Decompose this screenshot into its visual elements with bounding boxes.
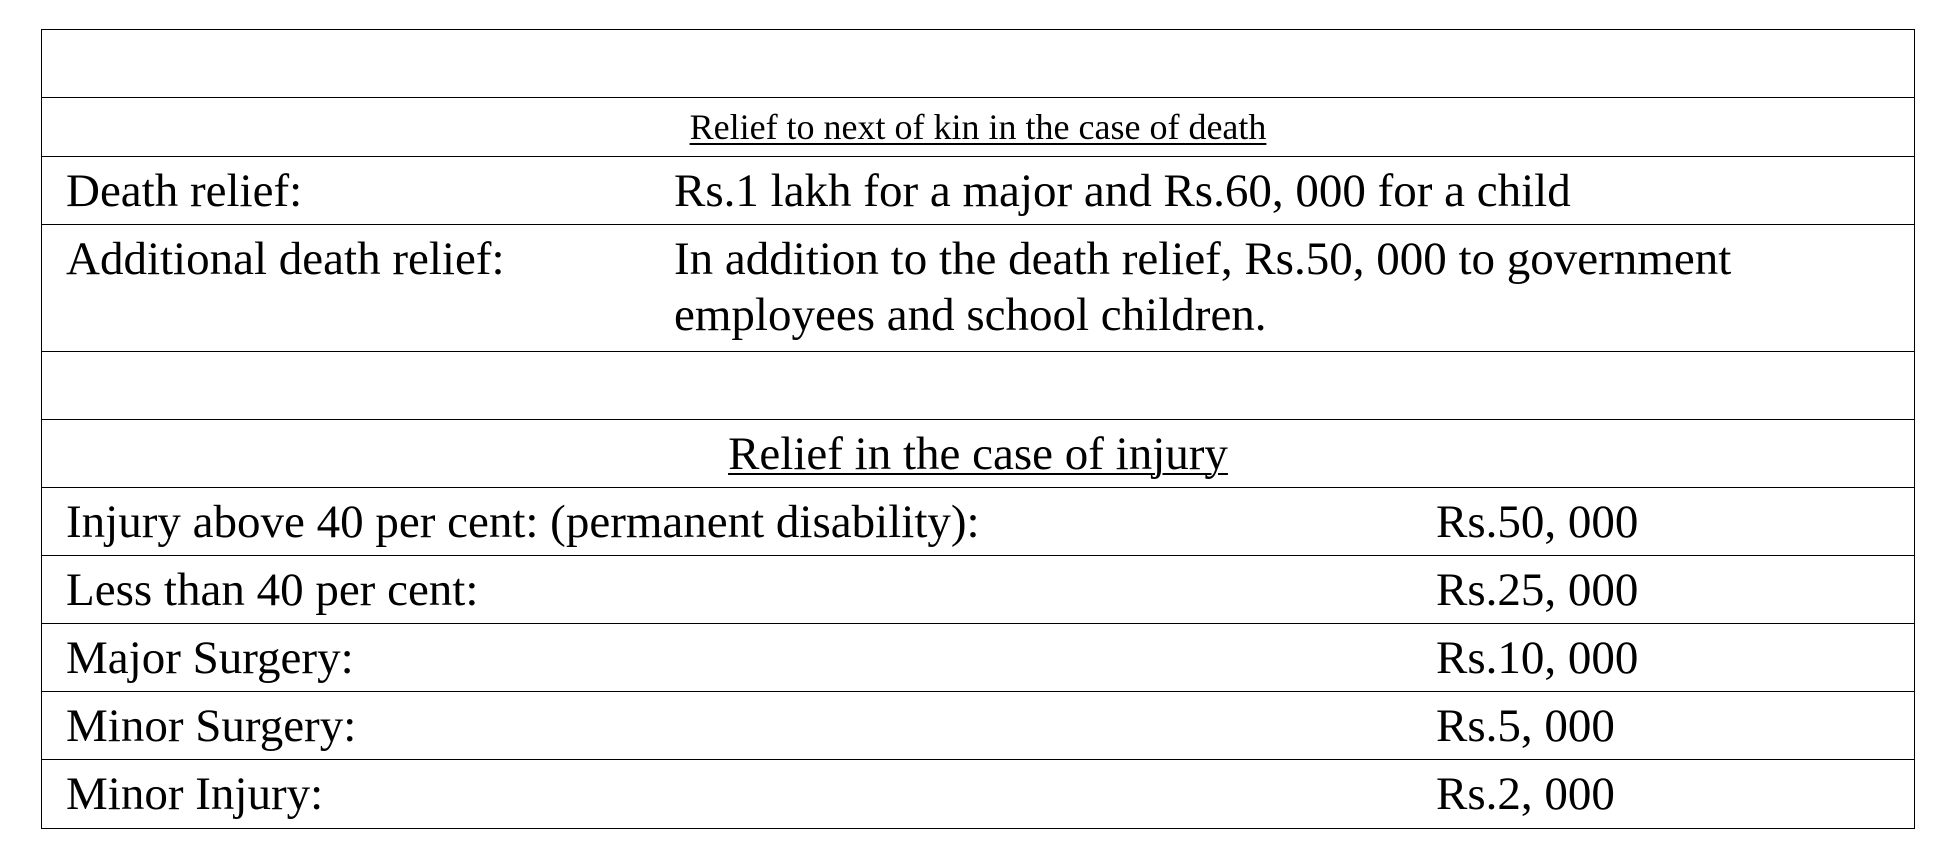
death-relief-label: Death relief: xyxy=(66,164,303,217)
minor-surgery-value: Rs.5, 000 xyxy=(1436,699,1615,752)
table-row xyxy=(42,488,1914,556)
less-than-40-value: Rs.25, 000 xyxy=(1436,563,1639,616)
additional-death-relief-label: Additional death relief: xyxy=(66,233,505,285)
table-row xyxy=(42,225,1914,352)
death-relief-value: Rs.1 lakh for a major and Rs.60, 000 for a child xyxy=(674,164,1571,217)
death-section-title-row xyxy=(42,98,1914,157)
table-row xyxy=(42,692,1914,760)
injury-above-40-label: Injury above 40 per cent: (permanent disability): xyxy=(66,495,980,548)
major-surgery-value: Rs.10, 000 xyxy=(1436,631,1639,684)
injury-section-title: Relief in the case of injury xyxy=(728,427,1228,480)
minor-surgery-label: Minor Surgery: xyxy=(66,699,357,752)
minor-injury-value: Rs.2, 000 xyxy=(1436,768,1615,820)
death-section-title: Relief to next of kin in the case of death xyxy=(689,107,1267,147)
minor-injury-label: Minor Injury: xyxy=(66,768,324,820)
table-row xyxy=(42,556,1914,624)
table-row xyxy=(42,624,1914,692)
blank-row xyxy=(42,352,1914,420)
less-than-40-label: Less than 40 per cent: xyxy=(66,563,479,616)
injury-section-title-row xyxy=(42,420,1914,488)
table-row xyxy=(42,760,1914,828)
additional-death-relief-value: In addition to the death relief, Rs.50, 000 to government employees and school children. xyxy=(674,233,1732,341)
table-row xyxy=(42,157,1914,225)
injury-above-40-value: Rs.50, 000 xyxy=(1436,495,1639,548)
relief-table xyxy=(41,29,1915,829)
blank-row xyxy=(42,30,1914,98)
major-surgery-label: Major Surgery: xyxy=(66,631,354,684)
